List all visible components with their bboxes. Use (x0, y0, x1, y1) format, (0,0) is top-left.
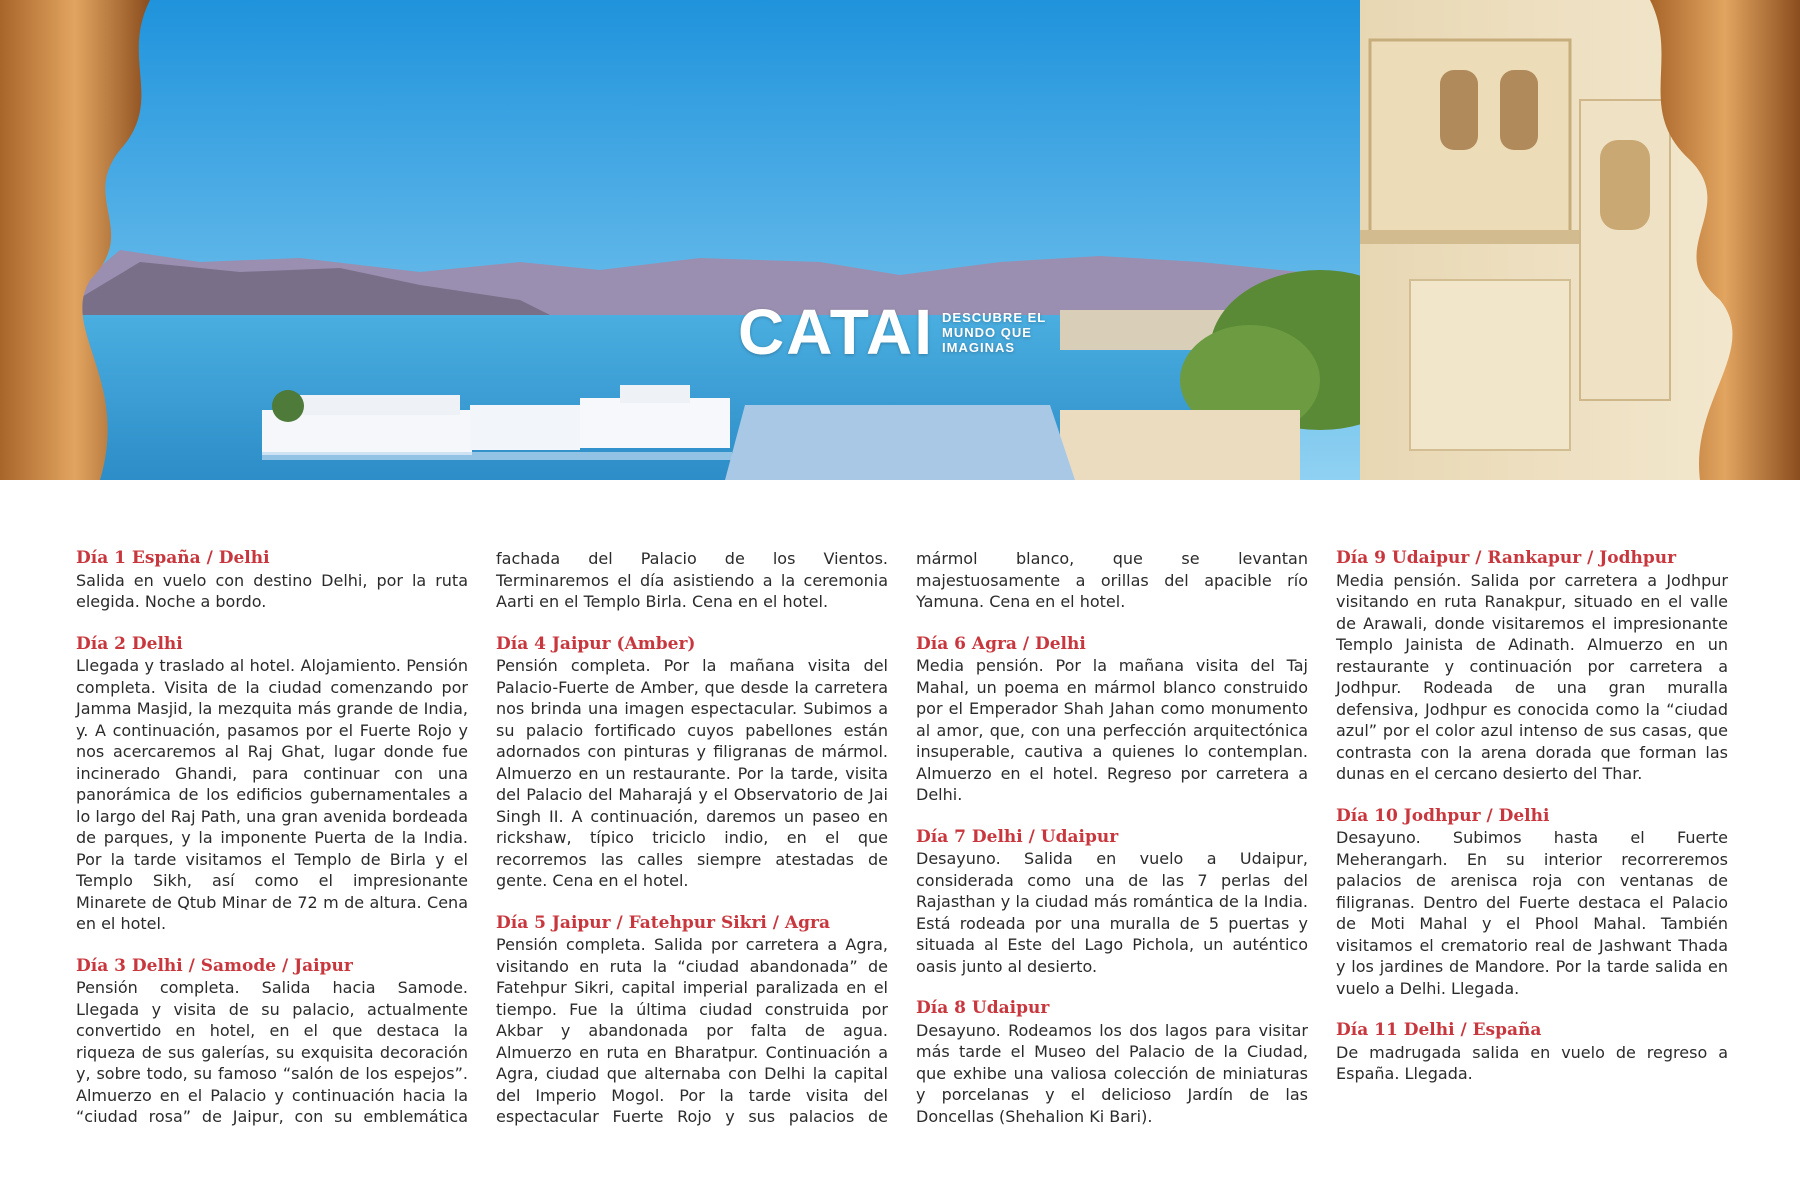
day-text: Llegada y traslado al hotel. Alojamiento. Pensión completa. Visita de la ciudad comenzando por Jamma Masjid, la mezquita más grande de India, y. A continuación, pasamos por el Fuerte Rojo y nos acercaremos al Raj Ghat, lugar donde fue incinerado Ghandi, para continuar con una panorámica de los edificios gubernamentales a lo largo del Raj Path, una gran avenida bordeada de parques, y la imponente Puerta de la India. Por la tarde visitamos el Templo de Birla y el Templo Sikh, así como el impresionante Minarete de Qtub Minar de 72 m de altura. Cena en el hotel. (76, 656, 468, 933)
terrace (1060, 410, 1300, 480)
tagline-line: MUNDO QUE (942, 324, 1032, 340)
day-title: Día 5 Jaipur / Fatehpur Sikri / Agra (496, 912, 830, 933)
day-title: Día 9 Udaipur / Rankapur / Jodhpur (1336, 548, 1677, 568)
brand-tagline (942, 310, 1046, 355)
accent-trapezoid (725, 405, 1075, 480)
itinerary-day (496, 634, 888, 892)
itinerary-day (916, 998, 1308, 1127)
itinerary-day (76, 634, 468, 935)
brand-name: CATAI (738, 296, 935, 368)
day-title: Día 4 Jaipur (Amber) (496, 633, 696, 654)
tagline-line: DESCUBRE EL (942, 309, 1047, 325)
day-title: Día 8 Udaipur (916, 998, 1050, 1018)
day-title: Día 2 Delhi (76, 633, 183, 654)
day-title: Día 3 Delhi / Samode / Jaipur (76, 955, 353, 976)
itinerary-day (1336, 806, 1728, 1000)
itinerary-day (916, 827, 1308, 978)
tagline-line: IMAGINAS (942, 339, 1016, 355)
day-text: Pensión completa. Salida por carretera a Agra, visitando en ruta la “ciudad abandonada” de Fatehpur Sikri, capital imperial paralizada en el tiempo. Fue la última ciudad construida por Akbar y abandonada por falta de agua. Almuerzo en ruta en Bharatpur. Continuación a Agra, ciudad que alternaba con Delhi la capital del Imperio Mogol. Por la tarde visita del espectacular Fuerte Rojo y sus palacios de mármol blanco, que se levantan majestuosamente a orillas del apacible río Yamuna. Cena en el hotel. (496, 549, 1308, 1126)
day-text: Desayuno. Subimos hasta el Fuerte Meherangarh. En su interior recorreremos palacios de arenisca roja con ventanas de filigranas. Dentro del Fuerte destaca el Palacio de Moti Mahal y el Phool Mahal. También visitamos el crematorio real de Jashwant Thada y los jardines de Mandore. Por la tarde salida en vuelo a Delhi. Llegada. (1336, 828, 1728, 998)
day-text: De madrugada salida en vuelo de regreso a España. Llegada. (1336, 1042, 1728, 1083)
day-title: Día 1 España / Delhi (76, 548, 270, 568)
day-text: Media pensión. Por la mañana visita del Taj Mahal, un poema en mármol blanco construido por el Emperador Shah Jahan como monumento al amor, que, con una perfección arquitectónica insuperable, cautiva a quienes lo contemplan. Almuerzo en el hotel. Regreso por carretera a Delhi. (916, 656, 1308, 804)
day-text: Media pensión. Salida por carretera a Jodhpur visitando en ruta Ranakpur, situado en el valle de Arawali, donde visitaremos el impresionante Templo Jainista de Adinath. Almuerzo en un restaurante y continuación por carretera a Jodhpur. Rodeada de una gran muralla defensiva, Jodhpur es conocida como la “ciudad azul” por el color azul intenso de sus casas, que contrasta con la arena dorada que forman las dunas en el cercano desierto del Thar. (1336, 570, 1728, 783)
day-title: Día 6 Agra / Delhi (916, 633, 1086, 654)
brand-logo (738, 296, 1047, 368)
itinerary-day (1336, 548, 1728, 785)
itinerary-day (76, 548, 468, 613)
day-text: Desayuno. Salida en vuelo a Udaipur, considerada como una de las 7 perlas del Rajasthan y la ciudad más romántica de la India. Está rodeada por una muralla de 5 puertas y situada al Este del Lago Pichola, un auténtico oasis junto al desierto. (916, 849, 1308, 976)
day-text: Salida en vuelo con destino Delhi, por la ruta elegida. Noche a bordo. (76, 570, 468, 611)
hero-banner (0, 0, 1800, 480)
udaipur-lake-photo (0, 0, 1800, 480)
day-text: Pensión completa. Por la mañana visita del Palacio-Fuerte de Amber, que desde la carretera nos brinda una imagen espectacular. Subimos a su palacio fortificado cuyos pabellones están adornados con pinturas y filigranas de mármol. Almuerzo en un restaurante. Por la tarde, visita del Palacio del Maharajá y el Observatorio de Jai Singh II. A continuación, daremos un paseo en rickshaw, típico triciclo indio, en el que recorremos las calles siempre atestadas de gente. Cena en el hotel. (496, 656, 888, 890)
day-text: Pensión completa. Salida hacia Samode. Llegada y visita de su palacio, actualmente convertido en hotel, en el que destaca la riqueza de sus galerías, su exquisita decoración y, sobre todo, su famoso “salón de los espejos”. Almuerzo en el Palacio y continuación hacia la “ciudad rosa” de Jaipur, con su emblemática fachada del Palacio de los Vientos. Terminaremos el día asistiendo a la ceremonia Aarti en el Templo Birla. Cena en el hotel. (76, 549, 888, 1126)
day-title: Día 11 Delhi / España (1336, 1020, 1542, 1040)
day-title: Día 10 Jodhpur / Delhi (1336, 805, 1550, 826)
day-title: Día 7 Delhi / Udaipur (916, 826, 1119, 847)
itinerary-day (1336, 1020, 1728, 1085)
day-text: Desayuno. Rodeamos los dos lagos para visitar más tarde el Museo del Palacio de la Ciudad, que exhibe una valiosa colección de miniaturas y porcelanas y el delicioso Jardín de las Doncellas (Shehalion Ki Bari). (916, 1020, 1308, 1126)
itinerary-day (916, 634, 1308, 806)
itinerary (76, 548, 1728, 1148)
